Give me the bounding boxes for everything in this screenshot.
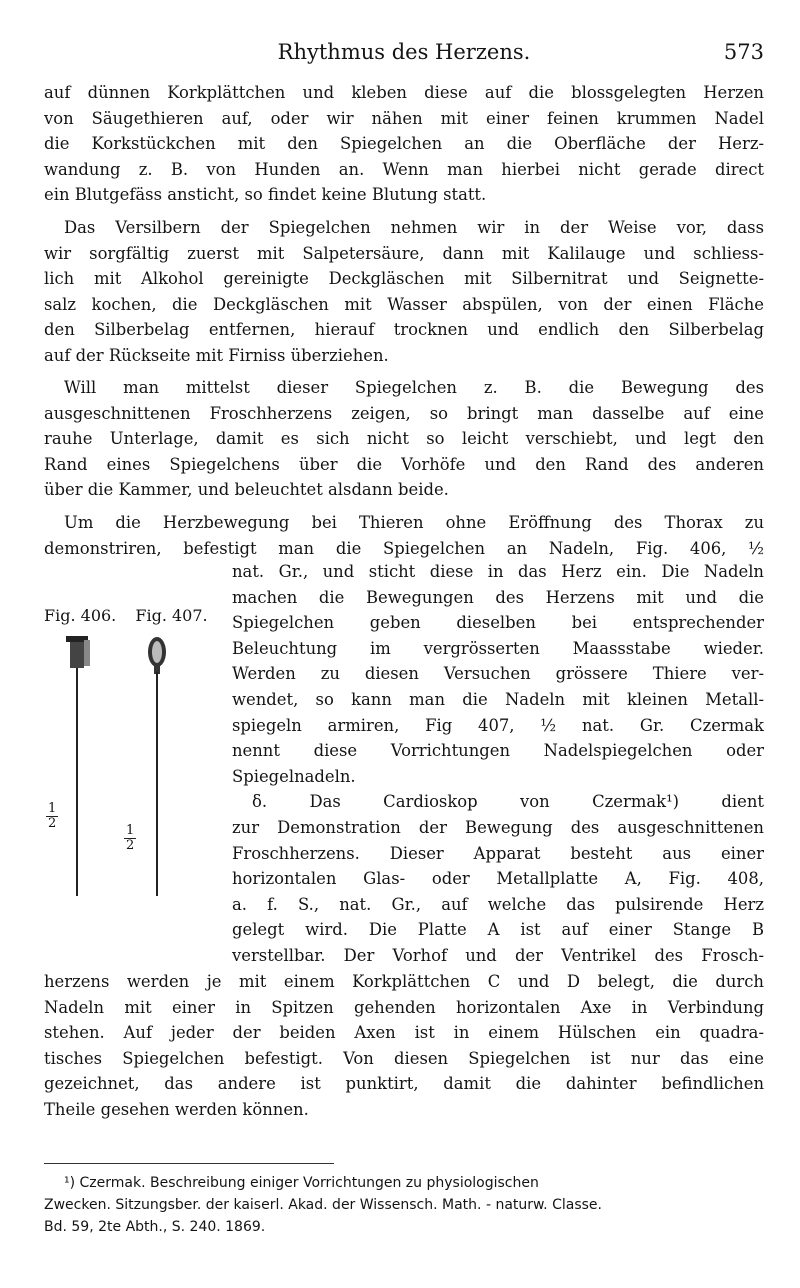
text-line: spiegeln armiren, Fig 407, ½ nat. Gr. Czermak xyxy=(232,715,764,735)
text-line: horizontalen Glas- oder Metallplatte A, Fig. 408, xyxy=(232,869,764,889)
text-line: Spiegelchen geben dieselben bei entsprechender xyxy=(232,613,764,633)
text-line: die Korkstückchen mit den Spiegelchen an die Oberfläche der Herz- xyxy=(44,134,764,154)
text-line: gezeichnet, das andere ist punktirt, damit die dahinter befindlichen xyxy=(44,1074,764,1094)
footnote-line: Bd. 59, 2te Abth., S. 240. 1869. xyxy=(44,1219,266,1235)
section-heading-cardioskop: δ. Das Cardioskop von Czermak¹) dient xyxy=(252,792,764,812)
text-line: verstellbar. Der Vorhof und der Ventrikel des Frosch- xyxy=(232,945,764,965)
fig-406-scale: $\frac{1}{2}$ xyxy=(48,801,57,831)
paragraph-4-lead xyxy=(44,510,764,561)
running-title: Rhythmus des Herzens. xyxy=(277,40,531,64)
fig-406-caption: Fig. 406. xyxy=(44,606,117,625)
text-line: Will man mittelst dieser Spiegelchen z. B. die Bewegung des xyxy=(64,378,764,397)
text-line: Spiegelnadeln. xyxy=(232,766,356,786)
figures-406-407 xyxy=(44,606,244,936)
text-line: Um die Herzbewegung bei Thieren ohne Eröffnung des Thorax zu xyxy=(64,513,764,532)
footnote-line: ¹) Czermak. Beschreibung einiger Vorrichtungen zu physiologischen xyxy=(64,1175,539,1191)
text-line: a. f. S., nat. Gr., auf welche das pulsirende Herz xyxy=(232,894,764,914)
fig-407-scale: $\frac{1}{2}$ xyxy=(126,823,135,853)
text-line: auf dünnen Korkplättchen und kleben diese auf die blossgelegten Herzen xyxy=(44,83,764,102)
text-line: Beleuchtung im vergrösserten Maassstabe wieder. xyxy=(232,638,764,658)
text-line: tisches Spiegelchen befestigt. Von diesen Spiegelchen ist nur das eine xyxy=(44,1048,764,1068)
text-line: von Säugethieren auf, oder wir nähen mit einer feinen krummen Nadel xyxy=(44,108,764,128)
paragraph-4-wrap xyxy=(232,559,764,969)
text-line: Froschherzens. Dieser Apparat besteht aus einer xyxy=(232,843,764,863)
needle-figures-illustration xyxy=(44,606,244,936)
page-number: 573 xyxy=(723,40,764,64)
text-line: Theile gesehen werden können. xyxy=(44,1099,309,1119)
text-line: den Silberbelag entfernen, hierauf trocknen und endlich den Silberbelag xyxy=(44,320,764,340)
text-line: demonstriren, befestigt man die Spiegelchen an Nadeln, Fig. 406, ½ xyxy=(44,538,764,558)
fig-406-mirror xyxy=(66,636,90,668)
paragraph-3 xyxy=(44,375,764,503)
text-line: über die Kammer, und beleuchtet alsdann beide. xyxy=(44,480,449,500)
footnote-line: Zwecken. Sitzungsber. der kaiserl. Akad. der Wissensch. Math. - naturw. Classe. xyxy=(44,1197,602,1213)
text-line: Das Versilbern der Spiegelchen nehmen wir in der Weise vor, dass xyxy=(64,218,764,237)
text-line: wandung z. B. von Hunden an. Wenn man hierbei nicht gerade direct xyxy=(44,159,764,179)
text-line: salz kochen, die Deckgläschen mit Wasser abspülen, von der einen Fläche xyxy=(44,294,764,314)
text-line: wir sorgfältig zuerst mit Salpetersäure, dann mit Kalilauge und schliess- xyxy=(44,243,764,263)
text-line: ausgeschnittenen Froschherzens zeigen, so bringt man dasselbe auf eine xyxy=(44,403,764,423)
text-line: herzens werden je mit einem Korkplättchen C und D belegt, die durch xyxy=(44,972,764,991)
text-line: Rand eines Spiegelchens über die Vorhöfe und den Rand des anderen xyxy=(44,454,764,474)
footnote xyxy=(44,1172,764,1238)
text-line: nennt diese Vorrichtungen Nadelspiegelchen oder xyxy=(232,741,764,761)
text-line: wendet, so kann man die Nadeln mit kleinen Metall- xyxy=(232,689,764,709)
fig-407-mirror xyxy=(148,637,166,674)
text-line: ein Blutgefäss ansticht, so findet keine Blutung statt. xyxy=(44,185,487,205)
text-line: Werden zu diesen Versuchen grössere Thiere ver- xyxy=(232,664,764,684)
text-line: Nadeln mit einer in Spitzen gehenden horizontalen Axe in Verbindung xyxy=(44,997,764,1017)
paragraph-5 xyxy=(44,969,764,1123)
fig-407-caption: Fig. 407. xyxy=(135,606,208,625)
paragraph-1 xyxy=(44,80,764,208)
text-line: machen die Bewegungen des Herzens mit und die xyxy=(232,587,764,607)
text-line: stehen. Auf jeder der beiden Axen ist in einem Hülschen ein quadra- xyxy=(44,1023,764,1043)
text-line: gelegt wird. Die Platte A ist auf einer Stange B xyxy=(232,920,764,940)
text-line: auf der Rückseite mit Firniss überziehen. xyxy=(44,345,389,365)
running-header xyxy=(44,40,764,68)
text-line: lich mit Alkohol gereinigte Deckgläschen mit Silbernitrat und Seignette- xyxy=(44,269,764,289)
footnote-divider xyxy=(44,1163,334,1164)
text-line: nat. Gr., und sticht diese in das Herz ein. Die Nadeln xyxy=(232,562,764,581)
paragraph-2 xyxy=(44,215,764,369)
text-line: zur Demonstration der Bewegung des ausgeschnittenen xyxy=(232,817,764,837)
text-line: rauhe Unterlage, damit es sich nicht so leicht verschiebt, und legt den xyxy=(44,429,764,449)
